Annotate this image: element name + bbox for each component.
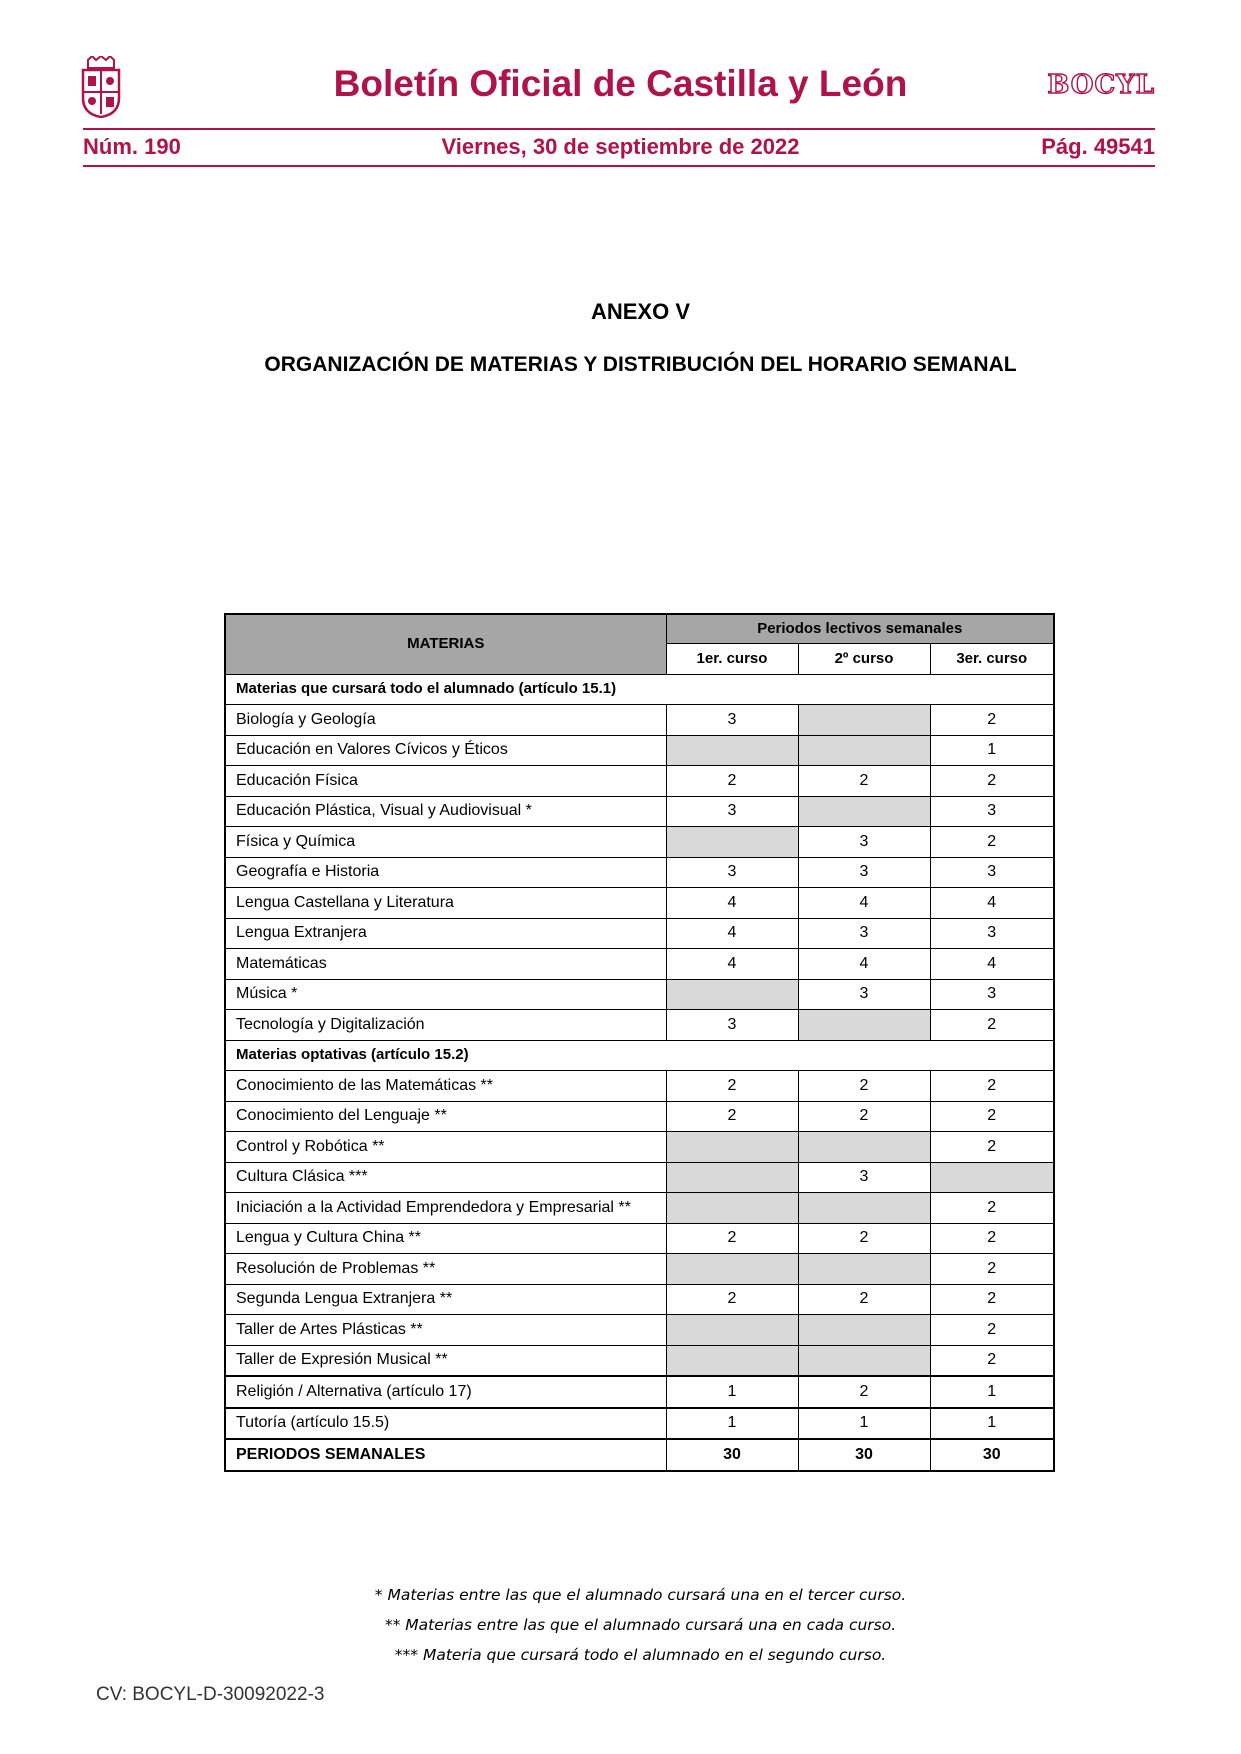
subject-name: Conocimiento del Lenguaje ** (225, 1101, 666, 1132)
schedule-table (224, 613, 1055, 1472)
period-cell-course-1: 2 (666, 1101, 798, 1132)
table-row (225, 1132, 1054, 1163)
period-cell-course-3: 2 (930, 1071, 1054, 1102)
table-row (225, 735, 1054, 766)
subjects-column-header: MATERIAS (225, 614, 666, 674)
subject-name: Tutoría (artículo 15.5) (225, 1408, 666, 1440)
period-cell-course-2: 3 (798, 1162, 930, 1193)
period-cell-course-1 (666, 827, 798, 858)
period-cell-course-1: 2 (666, 1071, 798, 1102)
period-cell-course-1: 2 (666, 1223, 798, 1254)
subject-name: Matemáticas (225, 949, 666, 980)
subject-name: Cultura Clásica *** (225, 1162, 666, 1193)
table-row (225, 857, 1054, 888)
period-cell-course-2: 2 (798, 766, 930, 797)
period-cell-course-2: 2 (798, 1223, 930, 1254)
table-row (225, 1284, 1054, 1315)
period-cell-course-2: 30 (798, 1439, 930, 1471)
period-cell-course-2: 2 (798, 1101, 930, 1132)
course-header-1: 1er. curso (666, 644, 798, 675)
period-cell-course-2 (798, 735, 930, 766)
period-cell-course-3: 3 (930, 979, 1054, 1010)
period-cell-course-2: 4 (798, 888, 930, 919)
table-row (225, 1345, 1054, 1376)
period-cell-course-3: 2 (930, 1345, 1054, 1376)
table-row (225, 1223, 1054, 1254)
period-cell-course-2 (798, 1315, 930, 1346)
period-cell-course-1: 3 (666, 796, 798, 827)
issue-number: Núm. 190 (83, 134, 181, 159)
period-cell-course-1: 3 (666, 857, 798, 888)
table-row (225, 1439, 1054, 1471)
period-cell-course-1 (666, 1315, 798, 1346)
page-number: Pág. 49541 (1041, 134, 1155, 159)
period-cell-course-1: 30 (666, 1439, 798, 1471)
course-header-3: 3er. curso (930, 644, 1054, 675)
period-cell-course-3: 1 (930, 735, 1054, 766)
period-cell-course-2: 2 (798, 1376, 930, 1408)
subject-name: Educación en Valores Cívicos y Éticos (225, 735, 666, 766)
subject-name: Iniciación a la Actividad Emprendedora y Empresarial ** (225, 1193, 666, 1224)
period-cell-course-1 (666, 1162, 798, 1193)
subject-name: Conocimiento de las Matemáticas ** (225, 1071, 666, 1102)
period-cell-course-3: 2 (930, 705, 1054, 736)
period-cell-course-3: 1 (930, 1376, 1054, 1408)
footnotes (0, 1580, 1241, 1670)
period-cell-course-1 (666, 1345, 798, 1376)
table-row (225, 1071, 1054, 1102)
subject-name: Biología y Geología (225, 705, 666, 736)
period-cell-course-1: 2 (666, 1284, 798, 1315)
period-cell-course-1: 4 (666, 888, 798, 919)
table-row (225, 979, 1054, 1010)
subject-name: Lengua Extranjera (225, 918, 666, 949)
subject-name: Educación Plástica, Visual y Audiovisual * (225, 796, 666, 827)
footnote-3: *** Materia que cursará todo el alumnado en el segundo curso. (394, 1646, 887, 1664)
period-cell-course-1 (666, 735, 798, 766)
section-row (225, 674, 1054, 705)
period-cell-course-2: 3 (798, 979, 930, 1010)
table-row (225, 918, 1054, 949)
subject-name: Música * (225, 979, 666, 1010)
period-cell-course-2: 3 (798, 918, 930, 949)
annex-subtitle: ORGANIZACIÓN DE MATERIAS Y DISTRIBUCIÓN DEL HORARIO SEMANAL (264, 353, 1017, 376)
header-rule-bottom (83, 165, 1155, 167)
cv-code: CV: BOCYL-D-30092022-3 (96, 1684, 325, 1705)
period-cell-course-3: 2 (930, 827, 1054, 858)
period-cell-course-3: 2 (930, 1315, 1054, 1346)
period-cell-course-2 (798, 1132, 930, 1163)
period-cell-course-2 (798, 1193, 930, 1224)
subject-name: Lengua y Cultura China ** (225, 1223, 666, 1254)
course-header-2: 2º curso (798, 644, 930, 675)
table-row (225, 1315, 1054, 1346)
subject-name: Educación Física (225, 766, 666, 797)
periods-group-header: Periodos lectivos semanales (666, 614, 1054, 644)
period-cell-course-3: 4 (930, 888, 1054, 919)
period-cell-course-3: 3 (930, 918, 1054, 949)
period-cell-course-2 (798, 705, 930, 736)
table-row (225, 705, 1054, 736)
subject-name: Segunda Lengua Extranjera ** (225, 1284, 666, 1315)
period-cell-course-2 (798, 1254, 930, 1285)
period-cell-course-3: 2 (930, 1132, 1054, 1163)
period-cell-course-2 (798, 1345, 930, 1376)
period-cell-course-1: 1 (666, 1376, 798, 1408)
period-cell-course-2: 3 (798, 827, 930, 858)
table-row (225, 888, 1054, 919)
period-cell-course-3: 3 (930, 796, 1054, 827)
table-row (225, 1101, 1054, 1132)
table-row (225, 1376, 1054, 1408)
subject-name: Religión / Alternativa (artículo 17) (225, 1376, 666, 1408)
period-cell-course-3: 4 (930, 949, 1054, 980)
period-cell-course-3 (930, 1162, 1054, 1193)
subject-name: Tecnología y Digitalización (225, 1010, 666, 1041)
header-rule-top (83, 128, 1155, 130)
table-row (225, 1162, 1054, 1193)
period-cell-course-3: 2 (930, 1010, 1054, 1041)
subject-name: Lengua Castellana y Literatura (225, 888, 666, 919)
period-cell-course-1 (666, 1254, 798, 1285)
period-cell-course-3: 1 (930, 1408, 1054, 1440)
section-title: Materias optativas (artículo 15.2) (225, 1040, 1054, 1071)
subject-name: PERIODOS SEMANALES (225, 1439, 666, 1471)
issue-date: Viernes, 30 de septiembre de 2022 (441, 134, 800, 159)
schedule-table-body (225, 614, 1054, 1471)
period-cell-course-3: 2 (930, 1254, 1054, 1285)
subject-name: Control y Robótica ** (225, 1132, 666, 1163)
subject-name: Física y Química (225, 827, 666, 858)
coat-of-arms-icon (80, 56, 122, 118)
table-row (225, 949, 1054, 980)
period-cell-course-3: 2 (930, 1193, 1054, 1224)
period-cell-course-2: 1 (798, 1408, 930, 1440)
period-cell-course-2: 3 (798, 857, 930, 888)
section-row (225, 1040, 1054, 1071)
subject-name: Geografía e Historia (225, 857, 666, 888)
period-cell-course-2 (798, 796, 930, 827)
period-cell-course-3: 3 (930, 857, 1054, 888)
table-row (225, 766, 1054, 797)
table-header-row (225, 614, 1054, 644)
subject-name: Taller de Artes Plásticas ** (225, 1315, 666, 1346)
period-cell-course-1 (666, 1132, 798, 1163)
table-row (225, 1408, 1054, 1440)
period-cell-course-3: 30 (930, 1439, 1054, 1471)
period-cell-course-3: 2 (930, 766, 1054, 797)
period-cell-course-2: 2 (798, 1071, 930, 1102)
period-cell-course-1 (666, 979, 798, 1010)
footnote-1: * Materias entre las que el alumnado cursará una en el tercer curso. (374, 1586, 907, 1604)
table-row (225, 1193, 1054, 1224)
period-cell-course-2: 2 (798, 1284, 930, 1315)
period-cell-course-3: 2 (930, 1101, 1054, 1132)
annex-title: ANEXO V (590, 299, 691, 324)
period-cell-course-1 (666, 1193, 798, 1224)
period-cell-course-1: 2 (666, 766, 798, 797)
table-row (225, 1010, 1054, 1041)
bulletin-title: Boletín Oficial de Castilla y León (333, 63, 908, 104)
period-cell-course-1: 1 (666, 1408, 798, 1440)
subject-name: Taller de Expresión Musical ** (225, 1345, 666, 1376)
period-cell-course-1: 4 (666, 949, 798, 980)
subject-name: Resolución de Problemas ** (225, 1254, 666, 1285)
table-row (225, 827, 1054, 858)
period-cell-course-2: 4 (798, 949, 930, 980)
footnote-2: ** Materias entre las que el alumnado cursará una en cada curso. (384, 1616, 897, 1634)
table-row (225, 796, 1054, 827)
section-title: Materias que cursará todo el alumnado (artículo 15.1) (225, 674, 1054, 705)
table-row (225, 1254, 1054, 1285)
period-cell-course-2 (798, 1010, 930, 1041)
period-cell-course-1: 4 (666, 918, 798, 949)
period-cell-course-3: 2 (930, 1223, 1054, 1254)
period-cell-course-1: 3 (666, 1010, 798, 1041)
bocyl-logo: BOCYL (1047, 70, 1155, 100)
period-cell-course-1: 3 (666, 705, 798, 736)
period-cell-course-3: 2 (930, 1284, 1054, 1315)
